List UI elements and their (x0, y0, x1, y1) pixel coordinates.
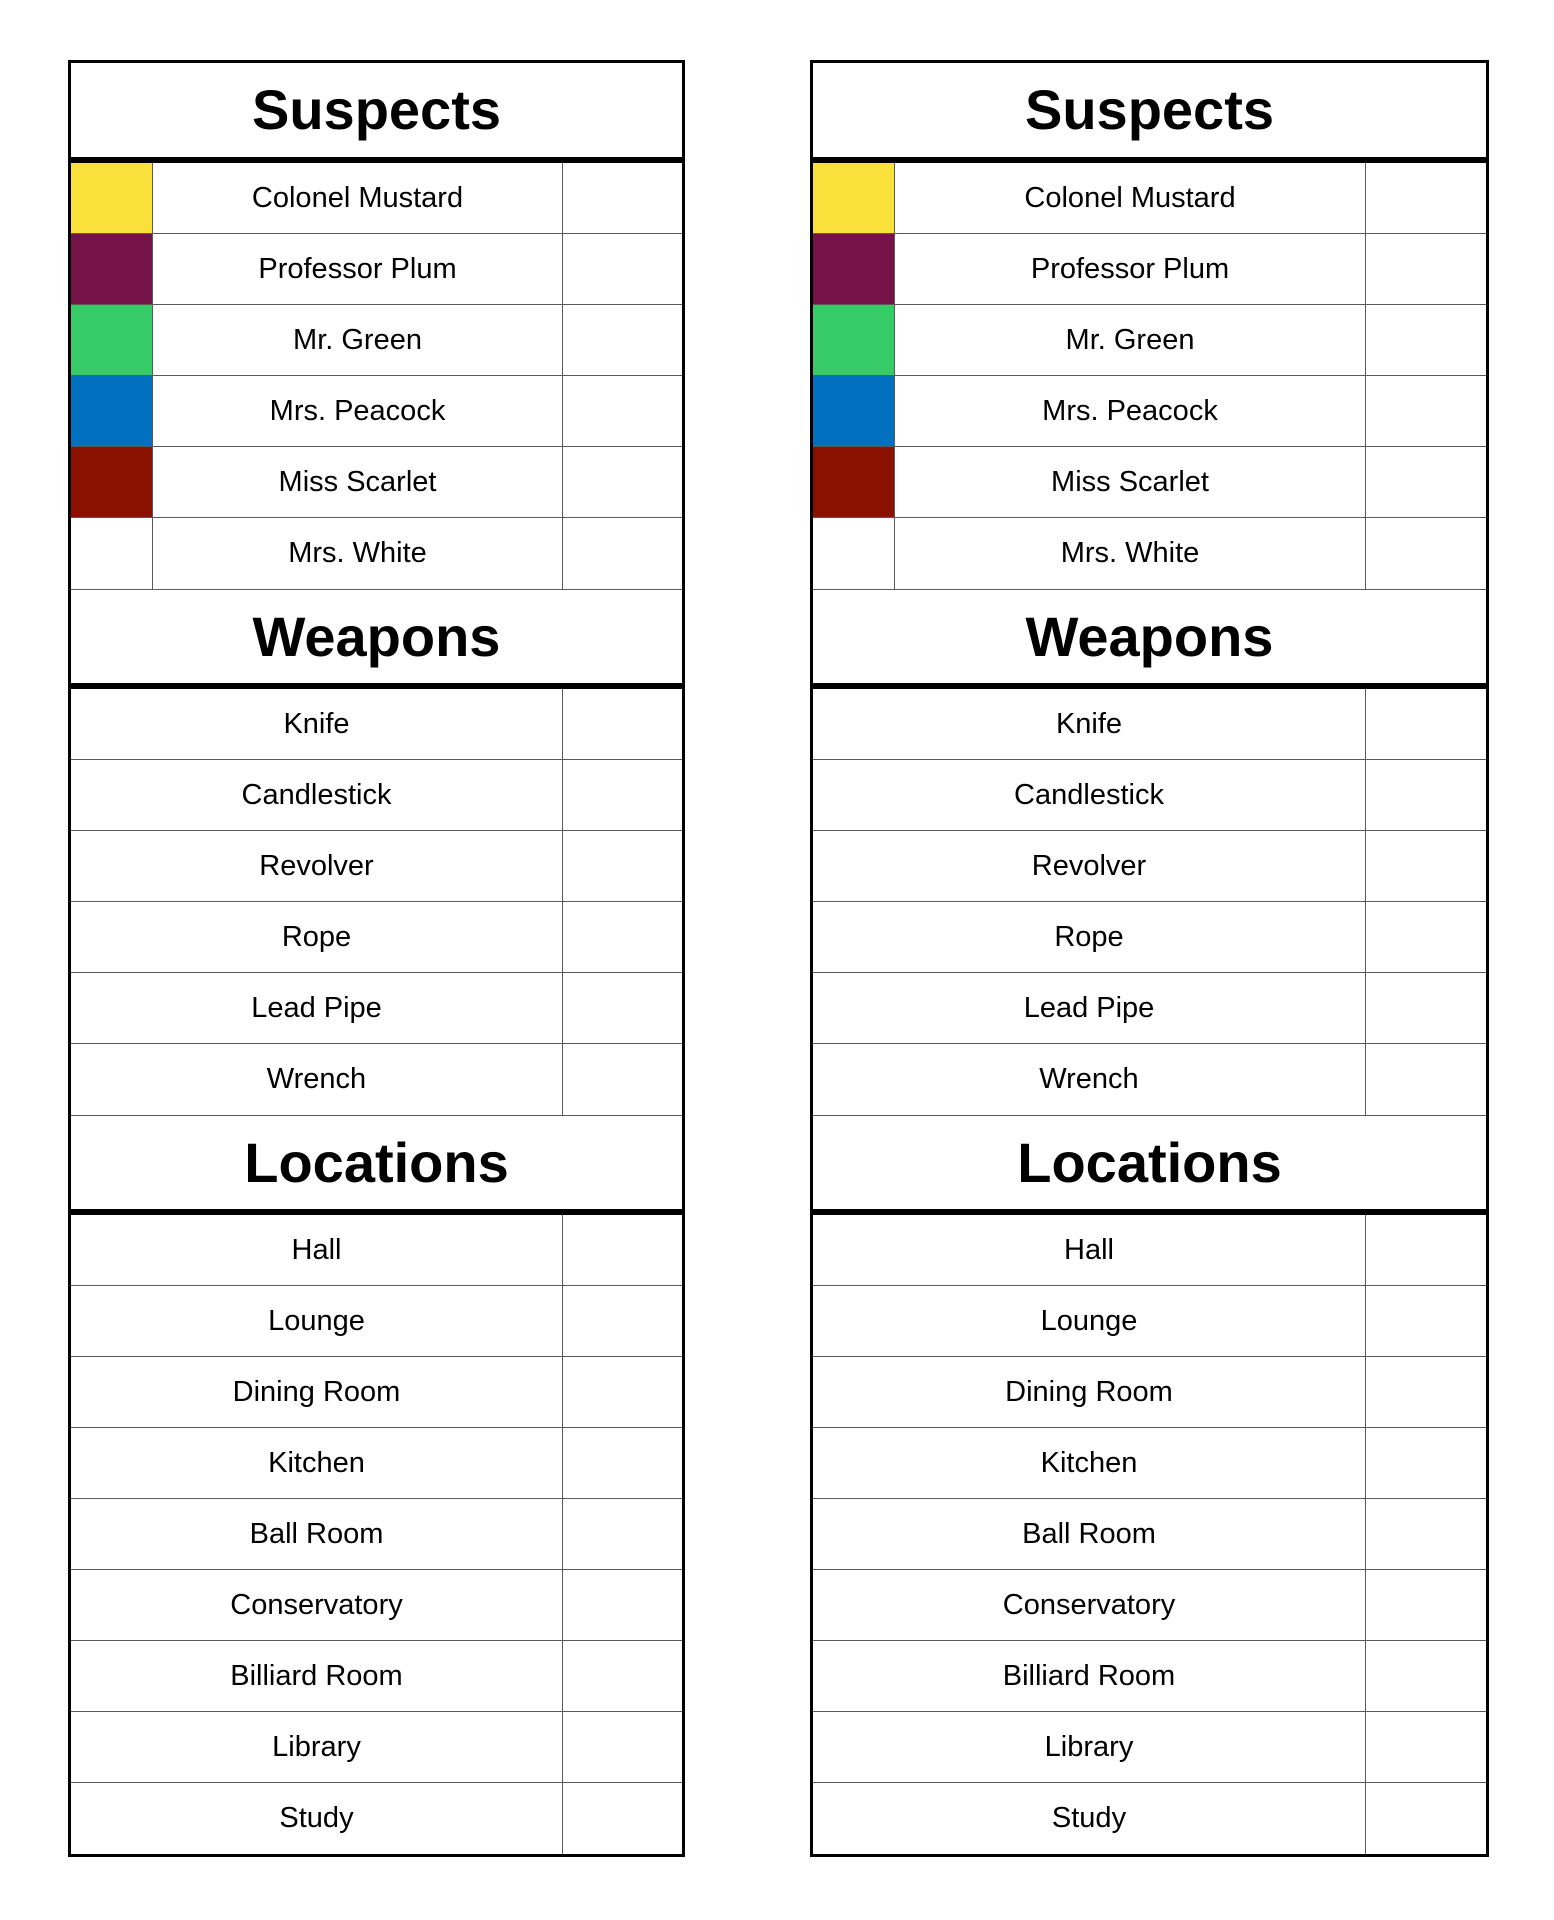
location-row (71, 1357, 682, 1428)
check-cell[interactable] (1366, 447, 1486, 517)
location-row (813, 1428, 1486, 1499)
location-name: Conservatory (71, 1570, 563, 1640)
suspect-row (71, 305, 682, 376)
locations-section (71, 1115, 682, 1854)
weapon-name: Revolver (813, 831, 1366, 901)
location-row (71, 1499, 682, 1570)
suspect-row (71, 376, 682, 447)
weapon-row (813, 1044, 1486, 1115)
check-cell[interactable] (1366, 163, 1486, 233)
check-cell[interactable] (563, 760, 682, 830)
suspect-color-swatch (71, 376, 153, 446)
weapon-row (813, 973, 1486, 1044)
suspect-color-swatch (813, 376, 895, 446)
suspect-color-swatch (71, 163, 153, 233)
suspect-name: Colonel Mustard (895, 163, 1366, 233)
check-cell[interactable] (1366, 305, 1486, 375)
suspect-name: Mr. Green (895, 305, 1366, 375)
check-cell[interactable] (563, 1044, 682, 1115)
weapon-name: Wrench (71, 1044, 563, 1115)
location-name: Billiard Room (813, 1641, 1366, 1711)
weapon-name: Wrench (813, 1044, 1366, 1115)
check-cell[interactable] (563, 163, 682, 233)
weapon-name: Candlestick (71, 760, 563, 830)
location-row (813, 1570, 1486, 1641)
location-row (813, 1215, 1486, 1286)
location-row (71, 1286, 682, 1357)
location-name: Study (71, 1783, 563, 1854)
check-cell[interactable] (1366, 518, 1486, 589)
weapon-name: Rope (71, 902, 563, 972)
weapon-row (71, 973, 682, 1044)
check-cell[interactable] (563, 305, 682, 375)
weapon-name: Lead Pipe (71, 973, 563, 1043)
suspect-name: Mrs. White (895, 518, 1366, 589)
suspect-row (813, 376, 1486, 447)
detective-notes-sheet-right (810, 60, 1489, 1857)
weapon-row (71, 760, 682, 831)
weapon-row (813, 902, 1486, 973)
weapon-name: Candlestick (813, 760, 1366, 830)
check-cell[interactable] (1366, 1570, 1486, 1640)
check-cell[interactable] (563, 1215, 682, 1285)
location-row (813, 1499, 1486, 1570)
suspect-name: Professor Plum (153, 234, 563, 304)
section-title-suspects: Suspects (71, 63, 682, 163)
weapon-row (71, 689, 682, 760)
weapon-row (71, 1044, 682, 1115)
check-cell[interactable] (1366, 1215, 1486, 1285)
check-cell[interactable] (563, 902, 682, 972)
check-cell[interactable] (563, 1357, 682, 1427)
section-title-locations: Locations (71, 1115, 682, 1215)
location-name: Study (813, 1783, 1366, 1854)
check-cell[interactable] (563, 831, 682, 901)
weapon-name: Knife (71, 689, 563, 759)
section-title-locations: Locations (813, 1115, 1486, 1215)
suspect-color-swatch (813, 305, 895, 375)
weapon-name: Lead Pipe (813, 973, 1366, 1043)
weapon-name: Knife (813, 689, 1366, 759)
location-name: Kitchen (813, 1428, 1366, 1498)
location-row (71, 1428, 682, 1499)
detective-notes-sheet-left (68, 60, 685, 1857)
suspect-row (813, 234, 1486, 305)
location-row (71, 1570, 682, 1641)
location-row (813, 1641, 1486, 1712)
location-row (813, 1783, 1486, 1854)
location-row (813, 1286, 1486, 1357)
weapon-row (813, 689, 1486, 760)
weapon-name: Revolver (71, 831, 563, 901)
suspect-color-swatch (71, 234, 153, 304)
suspect-name: Miss Scarlet (153, 447, 563, 517)
suspect-color-swatch (813, 234, 895, 304)
check-cell[interactable] (1366, 1499, 1486, 1569)
suspect-name: Mrs. White (153, 518, 563, 589)
suspect-row (71, 447, 682, 518)
location-name: Ball Room (813, 1499, 1366, 1569)
location-name: Kitchen (71, 1428, 563, 1498)
suspect-name: Mrs. Peacock (895, 376, 1366, 446)
weapon-row (813, 760, 1486, 831)
suspect-name: Miss Scarlet (895, 447, 1366, 517)
check-cell[interactable] (563, 234, 682, 304)
check-cell[interactable] (1366, 376, 1486, 446)
location-name: Dining Room (71, 1357, 563, 1427)
check-cell[interactable] (563, 1570, 682, 1640)
weapon-row (813, 831, 1486, 902)
check-cell[interactable] (1366, 1428, 1486, 1498)
suspect-color-swatch (71, 518, 153, 589)
check-cell[interactable] (563, 973, 682, 1043)
location-row (813, 1357, 1486, 1428)
check-cell[interactable] (1366, 1044, 1486, 1115)
weapons-section (71, 589, 682, 1115)
check-cell[interactable] (1366, 689, 1486, 759)
suspect-name: Colonel Mustard (153, 163, 563, 233)
suspect-row (71, 518, 682, 589)
check-cell[interactable] (1366, 1641, 1486, 1711)
section-title-weapons: Weapons (71, 589, 682, 689)
location-name: Lounge (813, 1286, 1366, 1356)
check-cell[interactable] (563, 1428, 682, 1498)
suspect-row (813, 163, 1486, 234)
suspect-name: Mrs. Peacock (153, 376, 563, 446)
location-name: Dining Room (813, 1357, 1366, 1427)
suspect-row (71, 163, 682, 234)
check-cell[interactable] (1366, 760, 1486, 830)
check-cell[interactable] (563, 447, 682, 517)
location-row (813, 1712, 1486, 1783)
location-name: Conservatory (813, 1570, 1366, 1640)
check-cell[interactable] (1366, 1783, 1486, 1854)
weapons-section (813, 589, 1486, 1115)
check-cell[interactable] (563, 1783, 682, 1854)
suspect-color-swatch (813, 163, 895, 233)
location-name: Library (813, 1712, 1366, 1782)
section-title-weapons: Weapons (813, 589, 1486, 689)
check-cell[interactable] (1366, 1357, 1486, 1427)
suspect-row (813, 518, 1486, 589)
location-name: Ball Room (71, 1499, 563, 1569)
check-cell[interactable] (1366, 234, 1486, 304)
location-row (71, 1215, 682, 1286)
location-name: Lounge (71, 1286, 563, 1356)
weapon-row (71, 831, 682, 902)
check-cell[interactable] (1366, 973, 1486, 1043)
check-cell[interactable] (1366, 831, 1486, 901)
check-cell[interactable] (563, 689, 682, 759)
suspect-name: Professor Plum (895, 234, 1366, 304)
check-cell[interactable] (563, 1286, 682, 1356)
section-title-suspects: Suspects (813, 63, 1486, 163)
suspect-color-swatch (71, 447, 153, 517)
weapon-row (71, 902, 682, 973)
suspect-color-swatch (813, 518, 895, 589)
locations-section (813, 1115, 1486, 1854)
suspects-section (71, 63, 682, 589)
location-row (71, 1641, 682, 1712)
suspect-row (813, 305, 1486, 376)
check-cell[interactable] (1366, 1712, 1486, 1782)
check-cell[interactable] (563, 376, 682, 446)
check-cell[interactable] (1366, 902, 1486, 972)
suspect-color-swatch (71, 305, 153, 375)
suspect-name: Mr. Green (153, 305, 563, 375)
check-cell[interactable] (563, 1712, 682, 1782)
location-name: Hall (813, 1215, 1366, 1285)
suspect-row (71, 234, 682, 305)
check-cell[interactable] (563, 1641, 682, 1711)
suspect-row (813, 447, 1486, 518)
location-name: Hall (71, 1215, 563, 1285)
check-cell[interactable] (563, 1499, 682, 1569)
suspect-color-swatch (813, 447, 895, 517)
location-name: Library (71, 1712, 563, 1782)
location-row (71, 1712, 682, 1783)
suspects-section (813, 63, 1486, 589)
check-cell[interactable] (1366, 1286, 1486, 1356)
check-cell[interactable] (563, 518, 682, 589)
location-row (71, 1783, 682, 1854)
weapon-name: Rope (813, 902, 1366, 972)
location-name: Billiard Room (71, 1641, 563, 1711)
